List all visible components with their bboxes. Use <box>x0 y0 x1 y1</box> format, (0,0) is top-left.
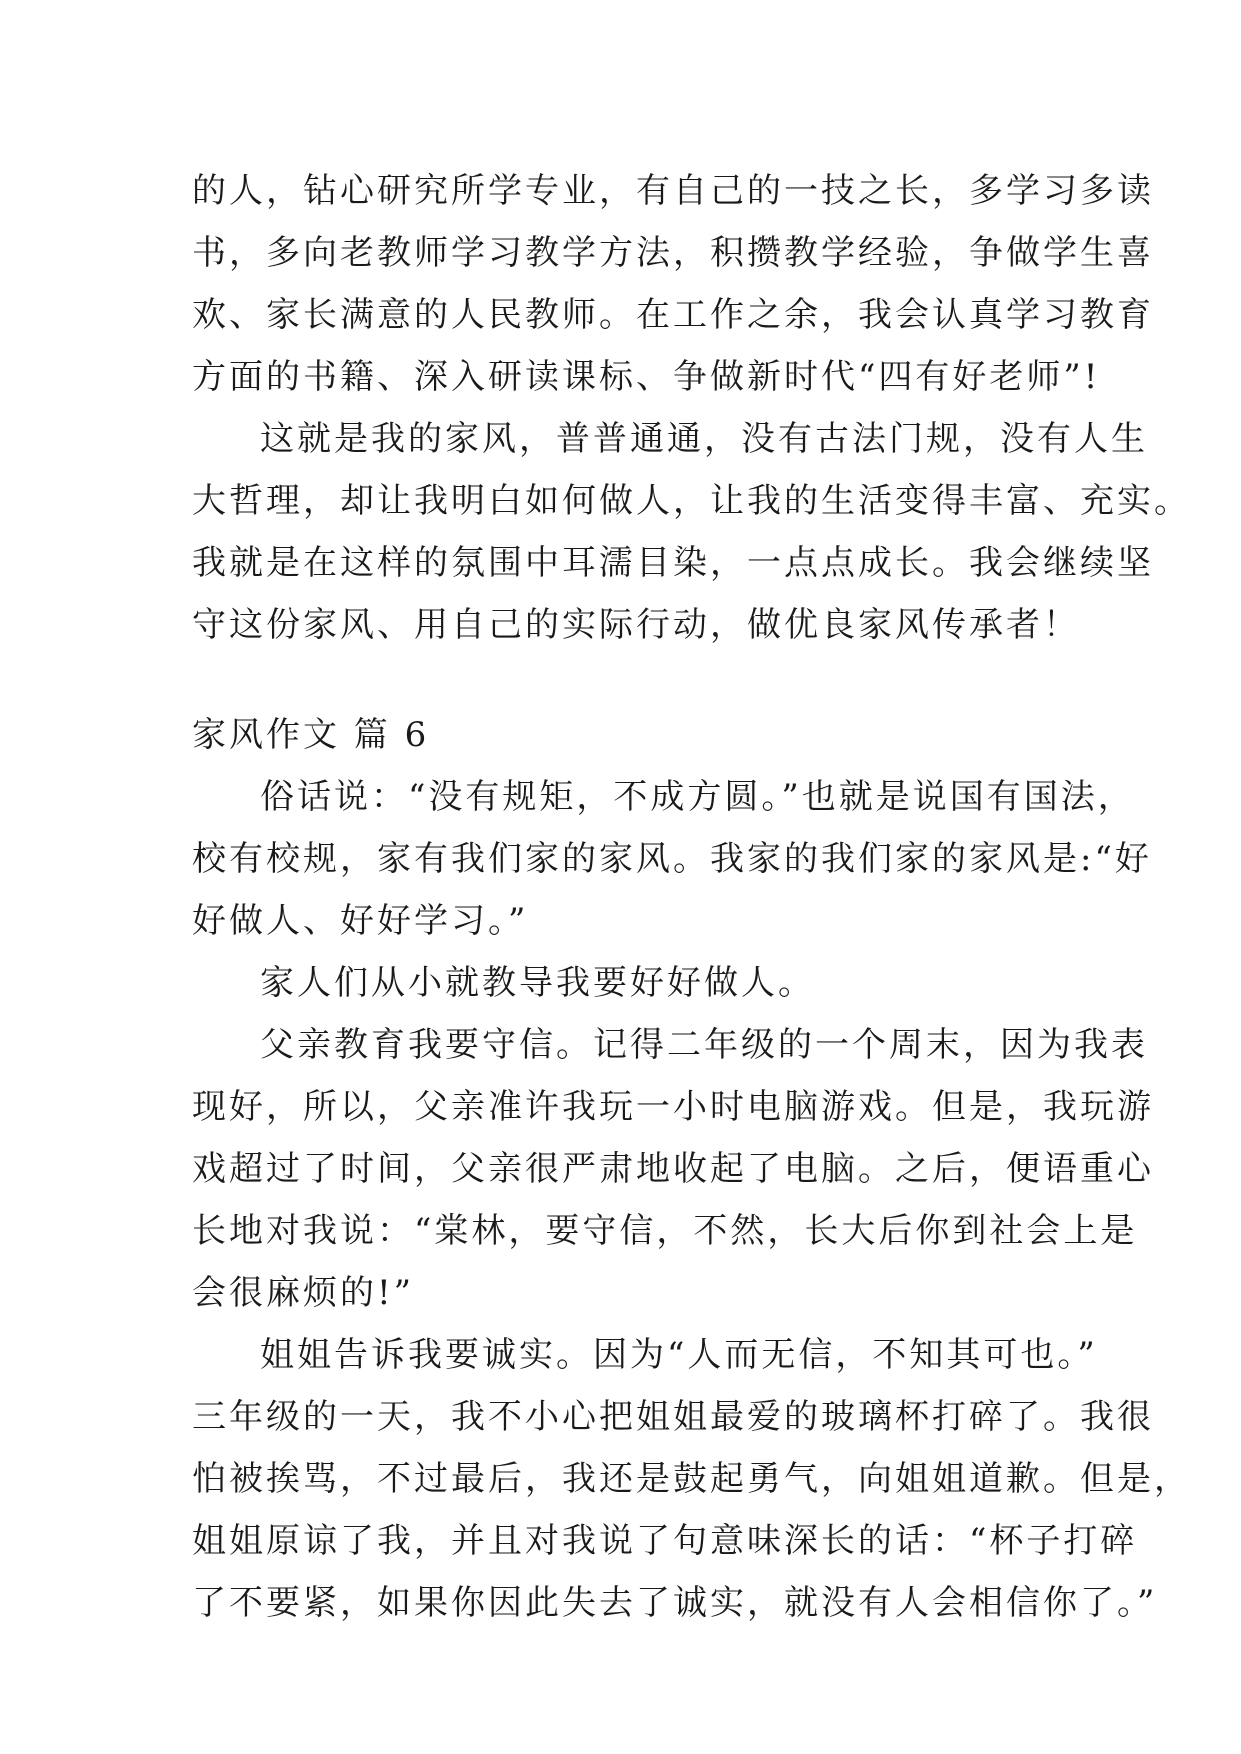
text-line: 书，多向老教师学习教学方法，积攒教学经验，争做学生喜 <box>192 233 1154 273</box>
text-line: 家人们从小就教导我要好好做人。 <box>260 963 815 1003</box>
text-line: 怕被挨骂，不过最后，我还是鼓起勇气，向姐姐道歉。但是， <box>192 1459 1191 1499</box>
text-line: 戏超过了时间，父亲很严肃地收起了电脑。之后，便语重心 <box>192 1149 1154 1189</box>
paragraph-family-style-summary <box>192 408 1191 656</box>
paragraph-family-teaching <box>192 952 1052 1014</box>
text-line: 守这份家风、用自己的实际行动，做优良家风传承者！ <box>192 605 1080 645</box>
section-gap <box>192 656 1052 704</box>
text-line: 方面的书籍、深入研读课标、争做新时代“四有好老师”! <box>192 357 1101 397</box>
text-line: 的人，钻心研究所学专业，有自己的一技之长，多学习多读 <box>192 171 1154 211</box>
paragraph-continued <box>192 160 1154 408</box>
text-line: 现好，所以，父亲准许我玩一小时电脑游戏。但是，我玩游 <box>192 1087 1154 1127</box>
text-line: 大哲理，却让我明白如何做人，让我的生活变得丰富、充实。 <box>192 481 1191 521</box>
document-body <box>192 160 1191 1634</box>
text-line: 俗话说：“没有规矩，不成方圆。”也就是说国有国法， <box>260 777 1135 817</box>
text-line: 我就是在这样的氛围中耳濡目染，一点点成长。我会继续坚 <box>192 543 1154 583</box>
text-line: 这就是我的家风，普普通通，没有古法门规，没有人生 <box>260 419 1148 459</box>
text-line: 三年级的一天，我不小心把姐姐最爱的玻璃杯打碎了。我很 <box>192 1397 1154 1437</box>
text-line: 姐姐原谅了我，并且对我说了句意味深长的话：“杯子打碎 <box>192 1521 1138 1561</box>
text-line: 欢、家长满意的人民教师。在工作之余，我会认真学习教育 <box>192 295 1154 335</box>
text-line: 了不要紧，如果你因此失去了诚实，就没有人会相信你了。” <box>192 1583 1158 1623</box>
text-line: 会很麻烦的!” <box>192 1273 415 1313</box>
text-line: 校有校规，家有我们家的家风。我家的我们家的家风是:“好 <box>192 839 1152 879</box>
paragraph-sister-honesty <box>192 1324 1191 1634</box>
text-line: 长地对我说：“棠林，要守信，不然，长大后你到社会上是 <box>192 1211 1138 1251</box>
section-heading: 家风作文 篇 6 <box>192 715 430 755</box>
text-line: 姐姐告诉我要诚实。因为“人而无信，不知其可也。” <box>260 1335 1098 1375</box>
text-line: 好做人、好好学习。” <box>192 901 529 941</box>
text-line: 父亲教育我要守信。记得二年级的一个周末，因为我表 <box>260 1025 1148 1065</box>
paragraph-proverb <box>192 766 1152 952</box>
paragraph-father-trust <box>192 1014 1154 1324</box>
